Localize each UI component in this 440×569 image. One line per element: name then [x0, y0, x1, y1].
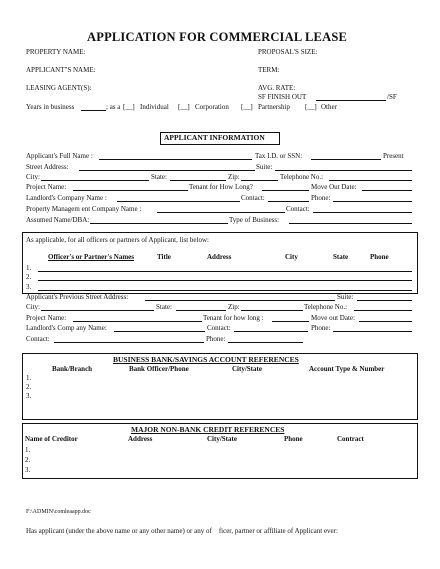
present-label: Present	[383, 152, 404, 160]
full-name-label: Applicant's Full Name :	[26, 152, 93, 160]
previous-phone-label: Phone:	[311, 324, 331, 332]
officers-row-line[interactable]	[38, 271, 412, 272]
previous-contact-label: Contact:	[207, 324, 231, 332]
previous-landlord-field[interactable]	[114, 325, 205, 332]
property-mgmt-label: Property Managem ent Company Name :	[26, 205, 142, 213]
officers-col-phone: Phone	[370, 253, 389, 261]
tax-id-label: Tax I.D. or SSN:	[255, 152, 303, 160]
sf-finish-out-field[interactable]	[316, 94, 386, 101]
previous-street-label: Applicant's Previous Street Address:	[26, 293, 129, 301]
telephone-field[interactable]	[329, 174, 412, 181]
previous-landlord-label: Landlord's Comp any Name:	[26, 324, 107, 332]
previous-move-out-label: Move out Date:	[311, 314, 355, 322]
credit-col-creditor: Name of Creditor	[25, 435, 78, 443]
previous-suite-label: Suite:	[337, 293, 354, 301]
previous-suite-field[interactable]	[357, 294, 412, 301]
contact-label: Contact:	[241, 194, 265, 202]
credit-col-contract: Contract	[337, 435, 364, 443]
previous-project-field[interactable]	[73, 315, 202, 322]
zip-field[interactable]	[241, 174, 278, 181]
landlord-company-label: Landlord's Company Name :	[26, 194, 107, 202]
individual-label: Individual	[140, 103, 169, 111]
move-out-label: Move Out Date:	[311, 183, 357, 191]
tenant-how-long-label: Tenant for How Long?	[189, 183, 253, 191]
contact-field[interactable]	[268, 195, 309, 202]
history-question: Has applicant (under the above name or any other name) or any of ficer, partner or affiliate of Applicant ever:	[26, 527, 338, 535]
corporation-label: Corporation	[195, 103, 229, 111]
previous-zip-label: Zip:	[228, 303, 240, 311]
phone-field[interactable]	[333, 195, 412, 202]
previous-zip-field[interactable]	[241, 304, 303, 311]
officers-col-address: Address	[207, 253, 232, 261]
sf-unit-label: /SF	[387, 93, 397, 101]
bank-col-officer: Bank Officer/Phone	[129, 365, 189, 373]
officers-col-title: Title	[157, 253, 171, 261]
previous-contact2-label: Contact:	[26, 335, 50, 343]
officers-row-line[interactable]	[38, 280, 412, 281]
previous-state-label: State:	[156, 303, 172, 311]
property-mgmt-contact-label: Contact:	[286, 205, 310, 213]
previous-project-label: Project Name:	[26, 314, 67, 322]
officers-col-state: State	[333, 253, 349, 261]
previous-city-field[interactable]	[41, 304, 154, 311]
city-field[interactable]	[41, 174, 149, 181]
other-label: Other	[321, 103, 337, 111]
bank-row-number: 1.	[26, 374, 32, 382]
move-out-field[interactable]	[362, 184, 412, 191]
officers-col-name: Officer's or Partner's Names	[48, 253, 134, 261]
leasing-agent-label: LEASING AGENT(S):	[26, 84, 92, 92]
type-of-business-label: Type of Business:	[229, 216, 280, 224]
years-in-business-label: Years in business	[26, 103, 75, 111]
property-name-label: PROPERTY NAME:	[26, 48, 86, 56]
street-field[interactable]	[79, 164, 255, 171]
zip-label: Zip:	[228, 173, 240, 181]
officers-row-number: 1.	[26, 264, 32, 272]
full-name-field[interactable]	[99, 153, 252, 160]
officers-row-line[interactable]	[38, 290, 412, 291]
suite-field[interactable]	[275, 164, 412, 171]
term-label: TERM:	[258, 66, 280, 74]
previous-move-out-field[interactable]	[359, 315, 412, 322]
officers-intro: As applicable, for all officers or partners of Applicant, list below:	[26, 236, 209, 244]
assumed-name-label: Assumed Name/DBA:	[26, 216, 90, 224]
previous-tenant-how-long-label: Tenant for how long :	[203, 314, 264, 322]
partnership-checkbox[interactable]: [__]	[241, 103, 253, 111]
credit-col-address: Address	[128, 435, 153, 443]
previous-telephone-field[interactable]	[354, 304, 412, 311]
bank-col-account: Account Type & Number	[309, 365, 385, 373]
bank-row-number: 3.	[26, 392, 32, 400]
tenant-how-long-field[interactable]	[262, 184, 309, 191]
bank-row-number: 2.	[26, 383, 32, 391]
state-label: State:	[151, 173, 167, 181]
bank-refs-heading: BUSINESS BANK/SAVINGS ACCOUNT REFERENCES	[113, 355, 299, 364]
project-label: Project Name:	[26, 183, 67, 191]
property-mgmt-field[interactable]	[157, 206, 285, 213]
credit-row-number: 2.	[25, 456, 31, 464]
previous-tenant-how-long-field[interactable]	[272, 315, 309, 322]
sf-finish-out-label: SF FINISH OUT	[258, 93, 307, 101]
credit-col-phone: Phone	[284, 435, 303, 443]
corporation-checkbox[interactable]: [__]	[178, 103, 190, 111]
previous-city-label: City:	[26, 303, 41, 311]
avg-rate-label: AVG. RATE:	[258, 84, 296, 92]
individual-checkbox[interactable]: [__]	[123, 103, 135, 111]
phone-label: Phone:	[311, 194, 331, 202]
credit-row-number: 1.	[25, 446, 31, 454]
telephone-label: Telephone No.:	[280, 173, 324, 181]
applicant-name-label: APPLICANT"S NAME:	[26, 66, 96, 74]
officers-row-number: 3.	[26, 283, 32, 291]
street-label: Street Address:	[26, 163, 69, 171]
credit-row-number: 3.	[25, 466, 31, 474]
previous-street-field[interactable]	[145, 294, 335, 301]
previous-telephone-label: Telephone No.:	[304, 303, 348, 311]
credit-col-city-state: City/State	[207, 435, 237, 443]
proposal-size-label: PROPOSAL'S SIZE:	[258, 48, 318, 56]
credit-refs-heading: MAJOR NON-BANK CREDIT REFERENCES	[131, 425, 285, 434]
file-path: F:\ADMIN\comleaapp.doc	[26, 509, 91, 515]
previous-phone2-field[interactable]	[228, 336, 303, 343]
previous-state-field[interactable]	[176, 304, 226, 311]
previous-contact-field[interactable]	[234, 325, 308, 332]
tax-id-field[interactable]	[311, 153, 381, 160]
landlord-company-field[interactable]	[117, 195, 240, 202]
applicant-info-heading: APPLICANT INFORMATION	[164, 133, 265, 142]
previous-contact2-field[interactable]	[54, 336, 204, 343]
bank-col-branch: Bank/Branch	[52, 365, 93, 373]
city-label: City:	[26, 173, 41, 181]
officers-col-city: City	[285, 253, 298, 261]
suite-label: Suite:	[256, 163, 273, 171]
officers-row-number: 2.	[26, 273, 32, 281]
page-title: APPLICATION FOR COMMERCIAL LEASE	[87, 30, 348, 44]
years-in-business-field[interactable]	[81, 104, 106, 111]
state-field[interactable]	[170, 174, 226, 181]
bank-col-city-state: City/State	[232, 365, 262, 373]
type-of-business-field[interactable]	[289, 217, 412, 224]
other-checkbox[interactable]: [__]	[305, 103, 317, 111]
assumed-name-field[interactable]	[90, 217, 228, 224]
as-a-label: ; as a	[106, 103, 121, 111]
project-field[interactable]	[73, 184, 188, 191]
previous-phone2-label: Phone:	[206, 335, 226, 343]
partnership-label: Partnership	[258, 103, 290, 111]
property-mgmt-contact-field[interactable]	[313, 206, 412, 213]
previous-phone-field[interactable]	[333, 325, 412, 332]
